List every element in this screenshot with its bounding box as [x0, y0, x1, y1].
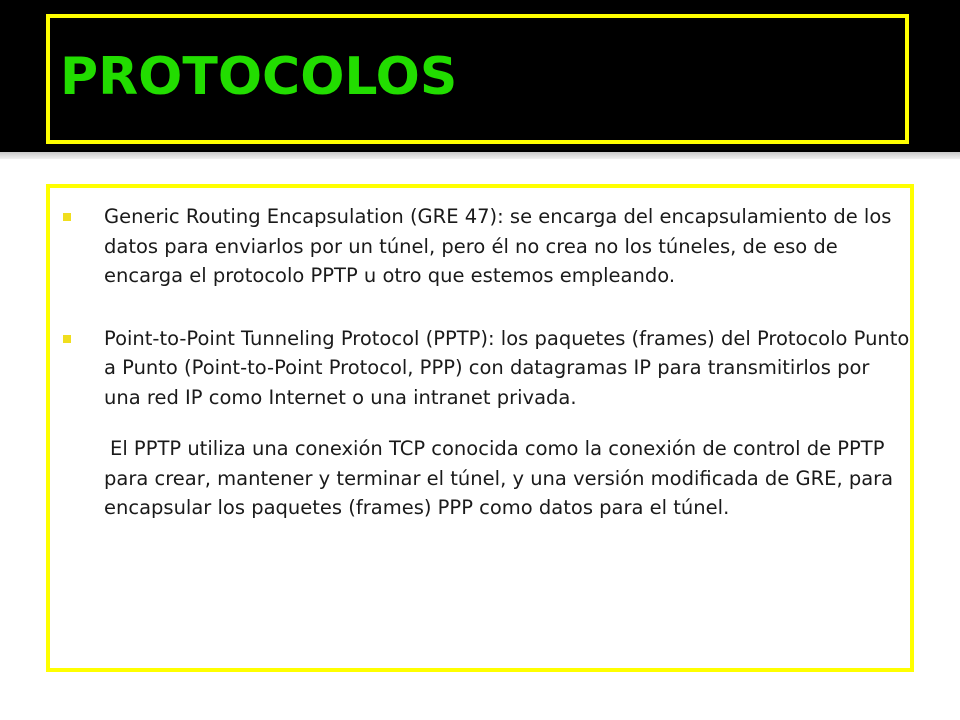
content-frame	[46, 184, 914, 672]
bullet-text-pptp: Point-to-Point Tunneling Protocol (PPTP): los paquetes (frames) del Protocolo Punto a Punto (Point-to-Point Protocol, PPP) con datagramas IP para transmitirlos por una red IP como Internet o una intranet privada.	[104, 326, 910, 409]
slide-title: PROTOCOLOS	[60, 47, 458, 107]
title-frame	[46, 14, 909, 144]
header-divider	[0, 152, 960, 159]
bullet-item-gre	[50, 202, 910, 291]
square-bullet-icon	[63, 335, 71, 343]
bullet-item-pptp	[50, 324, 910, 523]
bullet-list	[50, 202, 910, 523]
bullet-continuation-pptp: El PPTP utiliza una conexión TCP conocida como la conexión de control de PPTP para crear, mantener y terminar el túnel, y una versión modificada de GRE, para encapsular los paquetes (frames) PPP como datos para el túnel.	[104, 437, 894, 519]
bullet-text-gre: Generic Routing Encapsulation (GRE 47): se encarga del encapsulamiento de los datos para enviarlos por un túnel, pero él no crea no los túneles, de eso de encarga el protocolo PPTP u otro que estemos empleando.	[104, 205, 892, 287]
square-bullet-icon	[63, 213, 71, 221]
